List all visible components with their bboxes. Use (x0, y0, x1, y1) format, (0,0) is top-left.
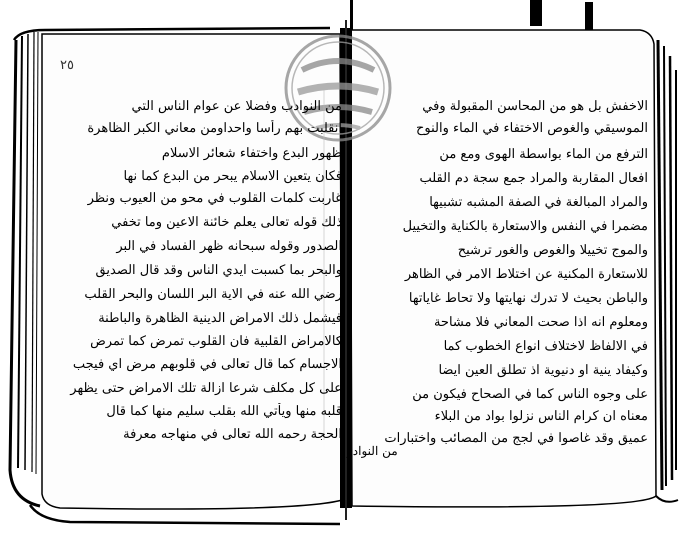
right-line-10: ومعلوم انه اذا صحت المعاني فلا مشاحة (433, 315, 648, 330)
right-line-12: وكيفاد ينية او دنيوية اذ تطلق العين ايضا (438, 363, 648, 378)
left-line-12: الاجسام كما قال تعالى في قلوبهم مرض اي فيجب (72, 357, 342, 372)
left-line-4: فكان يتعين الاسلام يبحر من البدع كما نها (123, 169, 342, 184)
folio-number: ٢٥ (60, 58, 74, 73)
right-line-2: الموسيقي والغوص الاختفاء في الماء والنوح (416, 121, 648, 136)
left-line-11: كالامراض القلبية فان القلوب تمرض كما تمرض (90, 334, 342, 349)
left-line-8: والبحر بما كسبت ايدي الناس وقد قال الصديق (95, 263, 342, 278)
right-line-8: للاستعارة المكنية عن اختلاط الامر في الظاهر (404, 267, 648, 282)
left-line-14: قلبه منها ويأتي الله بقلب سليم منها كما قال (106, 404, 342, 419)
catchword: من النوادر (347, 444, 398, 458)
left-line-3: ظهور البدع واختفاء شعائر الاسلام (161, 146, 342, 161)
right-line-7: والموج تخييلا والغوص والغور ترشيح (457, 243, 648, 258)
left-line-6: ذلك قوله تعالى يعلم خائنة الاعين وما تخفي (111, 215, 342, 230)
left-line-9: رضي الله عنه في الاية البر اللسان والبحر القلب (84, 287, 342, 302)
right-line-1: الاخفش بل هو من المحاسن المقبولة وفي (422, 99, 648, 114)
right-line-3: الترفع من الماء بواسطة الهوى ومع من (439, 147, 648, 162)
right-line-13: على وجوه الناس كما في الصحاح فيكون من (412, 387, 648, 402)
right-line-11: في الالفاظ لاختلاف انواع الخطوب كما (443, 339, 648, 354)
left-line-1: من النوادب وفضلا عن عوام الناس التي (131, 99, 342, 114)
left-line-5: غاربت كلمات القلوب في محو من العيوب ونظر (87, 191, 342, 206)
left-line-10: فيشمل ذلك الامراض الدينية الظاهرة والباطنة (98, 311, 342, 326)
right-line-9: والباطن بحيث لا تدرك نهايتها ولا تحاط غاياتها (408, 291, 648, 306)
left-line-2: انقلبت بهم رأسا واحداومن معاني الكبر الظاهرة (87, 121, 342, 136)
left-line-7: الصدور وقوله سبحانه ظهر الفساد في البر (116, 239, 342, 254)
right-line-15: عميق وقد غاصوا في لجج من المصائب واختبارات (384, 431, 648, 446)
right-line-6: مضمرا في النفس والاستعارة بالكناية والتخييل (402, 219, 648, 234)
right-line-5: والمراد المبالغة في الصفة المشبه تشبيها (429, 195, 648, 210)
right-line-14: معناه ان كرام الناس نزلوا بواد من البلاء (434, 409, 648, 424)
left-line-13: على كل مكلف شرعا ازالة تلك الامراض حتى يظهر (70, 381, 342, 396)
right-line-4: افعال المقاربة والمراد جمع سجة دم القلب (419, 171, 648, 186)
left-line-15: الحجة رحمه الله تعالى في منهاجه معرفة (123, 427, 342, 442)
